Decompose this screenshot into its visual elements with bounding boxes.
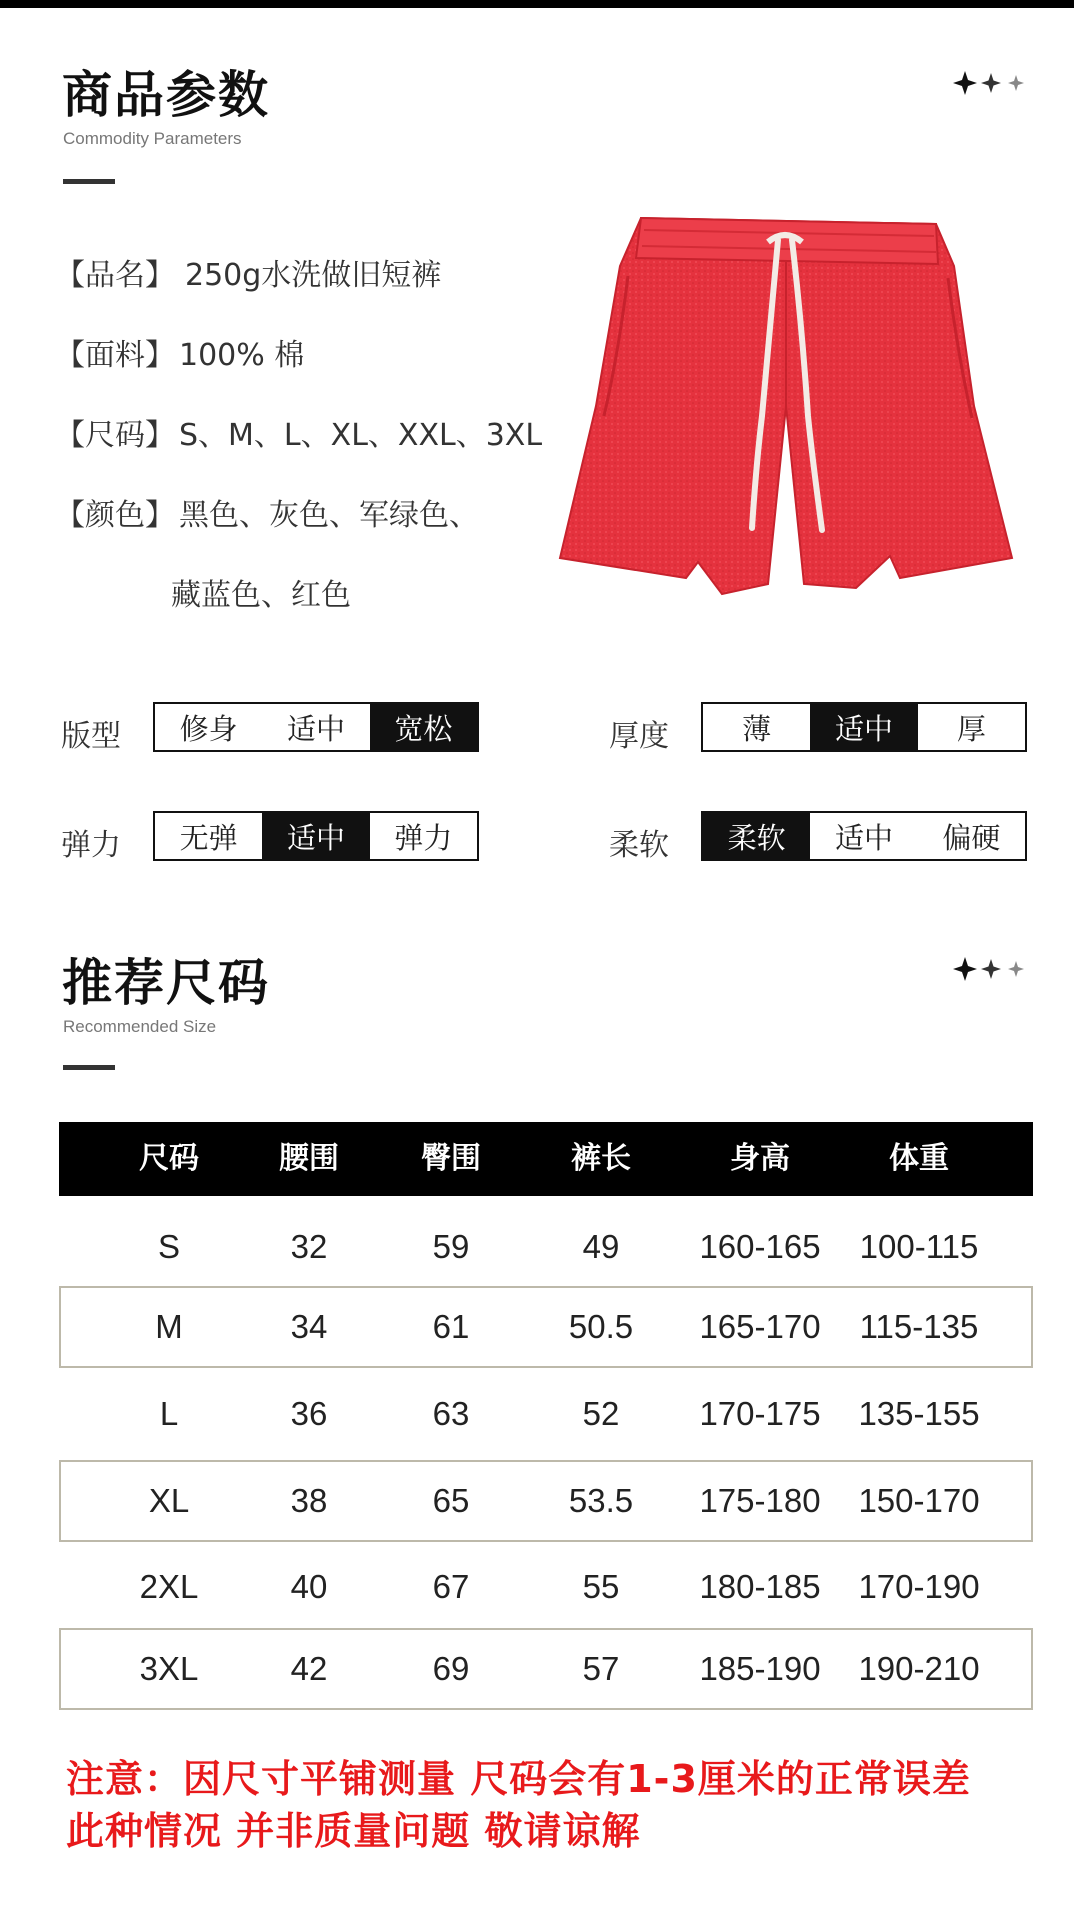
thickness-option-thin: 薄 bbox=[742, 711, 772, 746]
elasticity-option-none: 无弹 bbox=[179, 820, 238, 855]
header-cell: 尺码 bbox=[139, 1141, 199, 1176]
table-row: 3XL 42 69 57 185-190 190-210 bbox=[59, 1628, 1033, 1710]
top-border bbox=[0, 0, 1074, 8]
header-cell: 腰围 bbox=[279, 1141, 339, 1176]
param-name: 【品名】 250g水洗做旧短裤 bbox=[55, 258, 442, 293]
fit-option-slim: 修身 bbox=[179, 711, 238, 746]
thickness-option-thick: 厚 bbox=[956, 711, 986, 746]
softness-option-stiff: 偏硬 bbox=[942, 820, 1001, 855]
softness-option-soft: 柔软 bbox=[703, 813, 810, 859]
header-cell: 臀围 bbox=[421, 1141, 481, 1176]
section-subtitle-size: Recommended Size bbox=[63, 1017, 217, 1036]
header-cell: 身高 bbox=[730, 1141, 790, 1176]
measurement-note-line2: 此种情况 并非质量问题 敬请谅解 bbox=[66, 1809, 641, 1853]
softness-selector bbox=[701, 811, 1027, 861]
sparkle-stars-icon bbox=[952, 956, 1030, 982]
attr-label-fit: 版型 bbox=[61, 719, 121, 754]
thickness-option-medium: 适中 bbox=[810, 704, 917, 750]
fit-option-loose: 宽松 bbox=[370, 704, 477, 750]
attr-label-softness: 柔软 bbox=[609, 828, 669, 863]
section-underline bbox=[63, 179, 115, 184]
param-colors: 【颜色】 黑色、灰色、军绿色、 bbox=[55, 498, 479, 533]
table-row: S 32 59 49 160-165 100-115 bbox=[157, 1228, 979, 1265]
sparkle-stars-icon bbox=[952, 70, 1030, 96]
softness-option-medium: 适中 bbox=[834, 820, 893, 855]
table-row: XL 38 65 53.5 175-180 150-170 bbox=[59, 1460, 1033, 1542]
section-title-commodity: 商品参数 bbox=[62, 66, 270, 124]
param-fabric: 【面料】 100% 棉 bbox=[55, 338, 305, 373]
param-sizes: 【尺码】 S、M、L、XL、XXL、3XL bbox=[55, 418, 543, 453]
param-colors-cont: 藏蓝色、红色 bbox=[171, 578, 351, 613]
section-subtitle-commodity: Commodity Parameters bbox=[63, 129, 242, 148]
shorts-product-image bbox=[556, 206, 1016, 606]
thickness-selector bbox=[701, 702, 1027, 752]
table-row: L 36 63 52 170-175 135-155 bbox=[159, 1395, 980, 1432]
attr-label-thickness: 厚度 bbox=[609, 719, 669, 754]
attr-label-elasticity: 弹力 bbox=[61, 828, 121, 863]
measurement-note-line1: 注意：因尺寸平铺测量 尺码会有1-3厘米的正常误差 bbox=[66, 1757, 971, 1801]
elasticity-option-medium: 适中 bbox=[262, 813, 369, 859]
elasticity-selector bbox=[153, 811, 479, 861]
section-title-size: 推荐尺码 bbox=[62, 954, 270, 1012]
table-header bbox=[59, 1122, 1033, 1196]
table-row: 2XL 40 67 55 180-185 170-190 bbox=[139, 1568, 980, 1605]
fit-option-regular: 适中 bbox=[286, 711, 345, 746]
header-cell: 体重 bbox=[889, 1141, 949, 1176]
section-underline bbox=[63, 1065, 115, 1070]
table-row: M 34 61 50.5 165-170 115-135 bbox=[59, 1286, 1033, 1368]
header-cell: 裤长 bbox=[571, 1141, 631, 1176]
fit-selector bbox=[153, 702, 479, 752]
elasticity-option-stretch: 弹力 bbox=[394, 820, 453, 855]
